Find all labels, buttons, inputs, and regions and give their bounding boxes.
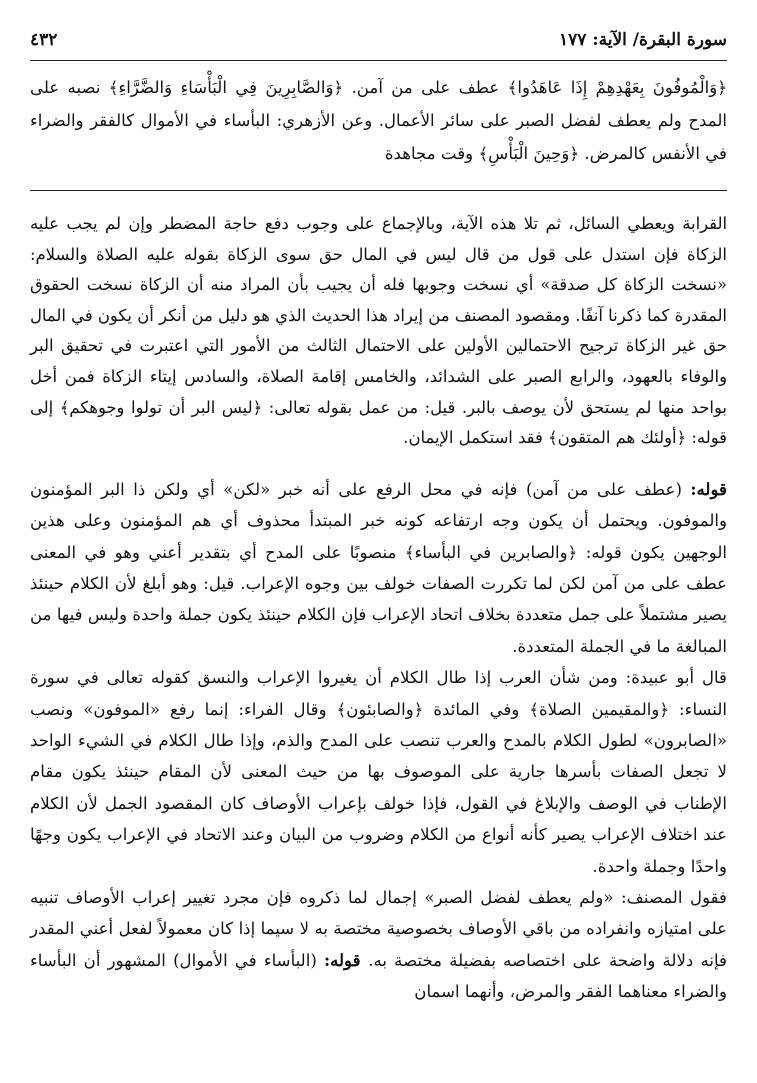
keyword-label: قوله: bbox=[690, 478, 727, 499]
commentary-text: فقول المصنف: «ولم يعطف لفضل الصبر» إجمال لما ذكروه فإن مجرد تغيير إعراب الأوصاف تنبيه على امتيازه وانفراده من باقي الأوصاف بخصوصية مختصة به لا سيما إذا كان معمولاً لفعل أعني المقدر فإنه دلالة واضحة على اختصاصه بفضيلة مختصة به. bbox=[30, 888, 727, 970]
commentary-section bbox=[30, 474, 727, 1008]
section-divider bbox=[30, 190, 727, 191]
surah-reference: سورة البقرة/ الآية: ١٧٧ bbox=[559, 30, 727, 50]
header-rule bbox=[30, 60, 727, 61]
commentary-paragraph-3 bbox=[30, 882, 727, 1008]
keyword-label: قوله: bbox=[323, 949, 369, 970]
notes-paragraph: القرابة ويعطي السائل، ثم تلا هذه الآية، وبالإجماع على وجوب دفع حاجة المضطر وإن لم يجب عليه الزكاة فإن استدل على قول من قال ليس في المال حق سوى الزكاة بقوله عليه الصلاة والسلام: «نسخت الزكاة كل صدقة» أي نسخت وجوبها فله أن يجيب بأن المراد منه أن الزكاة نسخت الحقوق المقدرة كما ذكرنا آنفًا. ومقصود المصنف من إيراد هذا الحديث الذي هو دليل من أنكر أن يكون في المال حق غير الزكاة ترجيح الاحتمالين الأولين على الاحتمال الثالث من الأمور التي اعتبرت في تحقيق البر والوفاء بالعهود، والرابع الصبر على الشدائد، والخامس إقامة الصلاة، والسادس إيتاء الزكاة فمن أخل بواحد منها لم يستحق لأن يوصف بالبر. قيل: من عمل بقوله تعالى: ﴿ليس البر أن تولوا وجوهكم﴾ إلى قوله: ﴿أولئك هم المتقون﴾ فقد استكمل الإيمان. bbox=[30, 214, 727, 448]
main-text: ﴿وَالْمُوفُونَ بِعَهْدِهِمْ إِذَا عَاهَدُوا﴾ عطف على من آمن. ﴿وَالصَّابِرِينَ فِي الْبَأْسَاءِ وَالضَّرَّاءِ﴾ نصبه على المدح ولم يعطف لفضل الصبر على سائر الأعمال. وعن الأزهري: البأساء في الأموال كالفقر والضراء في الأنفس كالمرض. ﴿وَحِينَ الْبَأْسِ﴾ وقت مجاهدة bbox=[30, 78, 727, 163]
spacer bbox=[30, 454, 727, 474]
commentary-text: (عطف على من آمن) فإنه في محل الرفع على أنه خبر «لكن» أي ولكن ذا البر المؤمنون والموفون. ويحتمل أن يكون وجه ارتفاعه كونه خبر المبتدأ محذوف أي هم المؤمنون وعلى هذين الوجهين يكون قوله: ﴿والصابرين في البأساء﴾ منصوبًا على المدح أي بتقدير أعني وهو في المعنى عطف على من آمن لكن لما تكررت الصفات خولف بين وجوه الإعراب. قيل: وهو أبلغ لأن الكلام حينئذ يصير مشتملاً على جمل متعددة بخلاف اتحاد الإعراب فإن الكلام حينئذ يكون جملة واحدة وليس فيها من المبالغة ما في الجملة المتعددة. bbox=[30, 479, 727, 656]
commentary-paragraph-1 bbox=[30, 474, 727, 662]
commentary-paragraph-2: قال أبو عبيدة: ومن شأن العرب إذا طال الكلام أن يغيروا الإعراب والنسق كقوله تعالى في سورة النساء: ﴿والمقيمين الصلاة﴾ وفي المائدة ﴿والصابئون﴾ وقال الفراء: إنما رفع «الموفون» ونصب «الصابرون» لطول الكلام بالمدح والعرب تنصب على المدح والذم، وإذا طال الكلام في الشيء الواحد لا تجعل الصفات بأسرها جارية على الموصوف بها من حيث المعنى لأن المقام حينئذ يكون مقام الإطناب في الوصف والإبلاغ في القول، فإذا خولف بإعراب الأوصاف كان المقصود الجمل لأن الكلام عند اختلاف الإعراب يصير كأنه أنواع من الكلام وضروب من البيان وعند الاتحاد في الإعراب يكون وجهًا واحدًا وجملة واحدة. bbox=[30, 668, 727, 876]
commentary-text: (البأساء في الأموال) المشهور أن البأساء والضراء معناهما الفقر والمرض، وأنهما اسمان bbox=[30, 950, 727, 1002]
page-number: ٤٣٢ bbox=[30, 30, 58, 50]
page-header bbox=[30, 30, 727, 56]
